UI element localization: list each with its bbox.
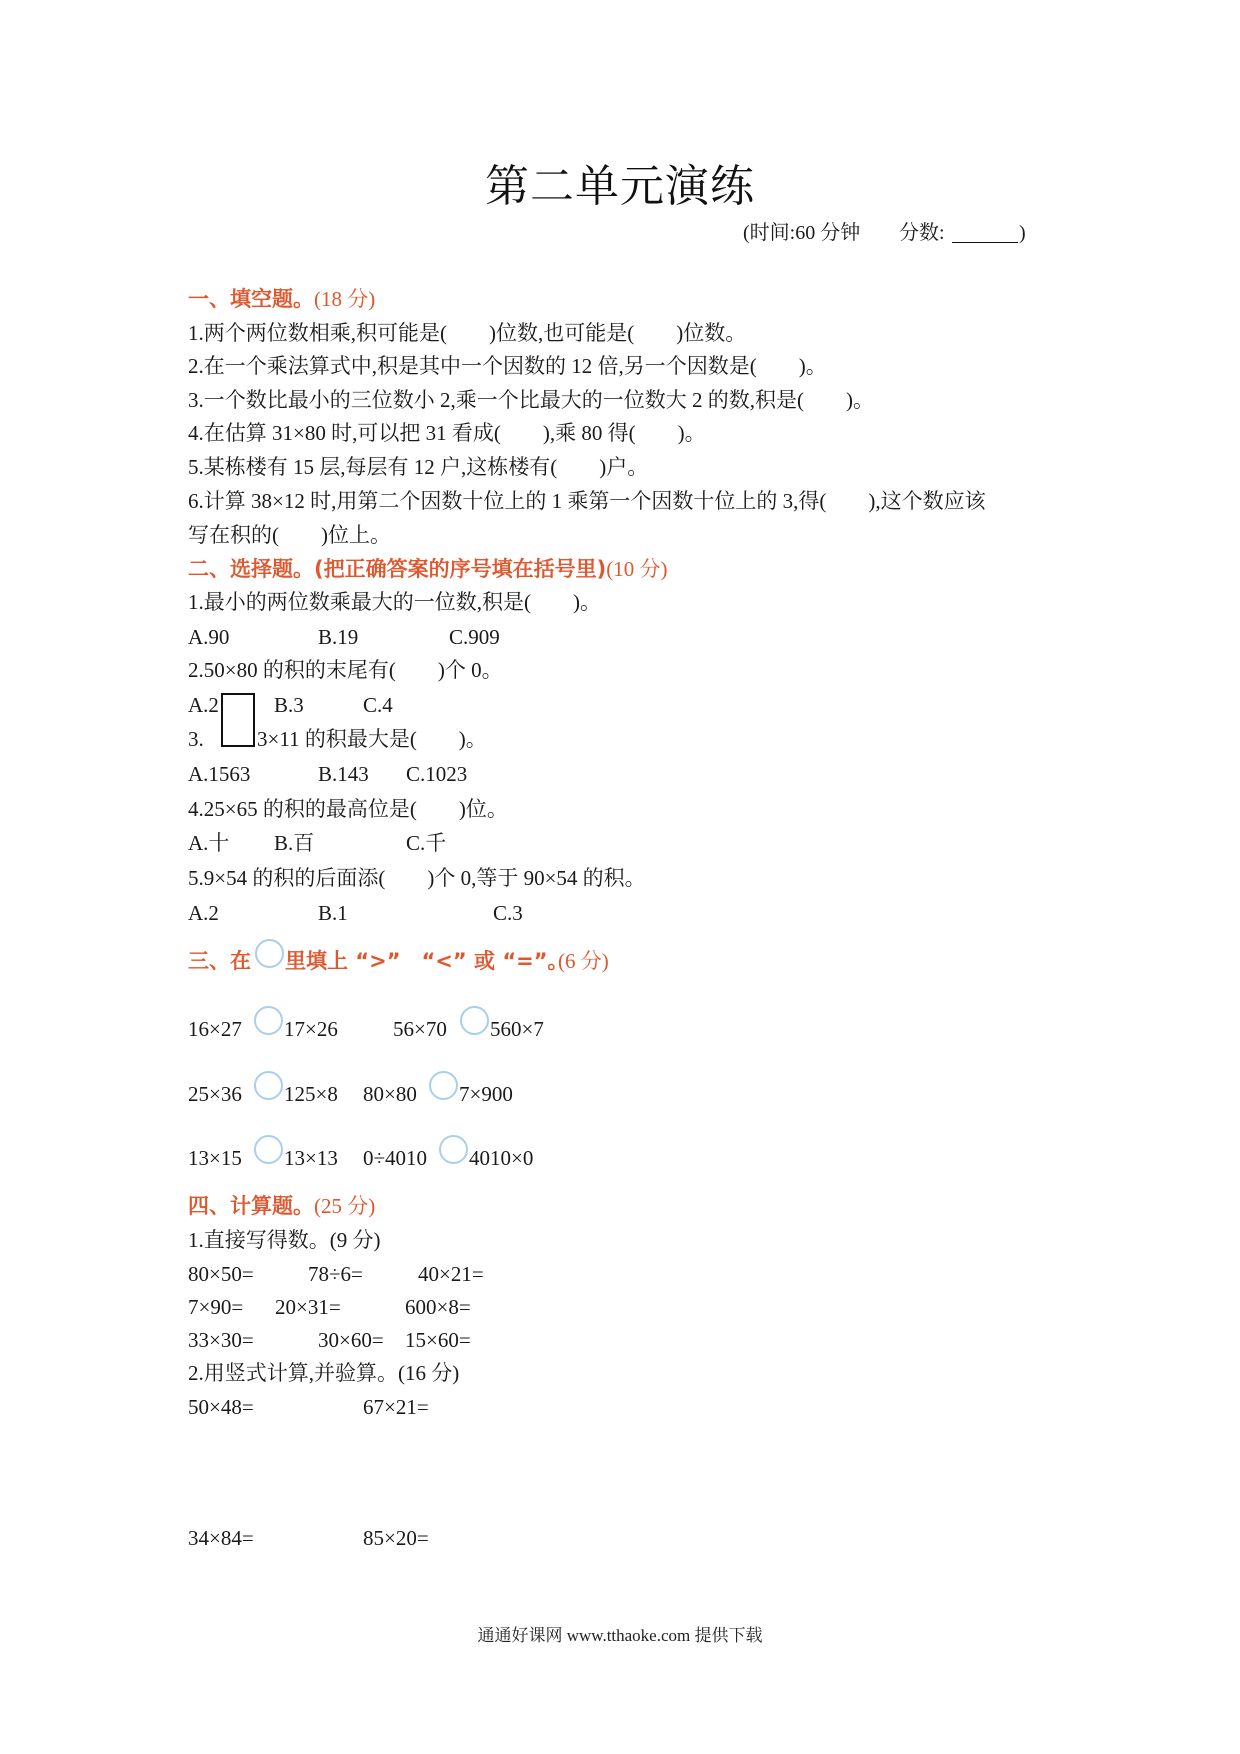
compare-circle-icon	[254, 1006, 283, 1035]
missing-digit-box	[221, 693, 255, 747]
compare-expression: 17×26	[284, 1017, 338, 1041]
page-footer: 通通好课网 www.tthaoke.com 提供下载	[477, 1626, 763, 1645]
fill-question-5: 5.某栋楼有 15 层,每层有 12 户,这栋楼有( )户。	[188, 455, 649, 479]
column-calc-item: 67×21=	[363, 1395, 429, 1419]
section-fill-blank-heading	[188, 284, 375, 314]
column-calc-item: 85×20=	[363, 1526, 429, 1550]
choice-option: B.143	[318, 762, 369, 786]
compare-expression: 80×80	[363, 1082, 417, 1106]
compare-expression: 0÷4010	[363, 1146, 428, 1170]
section-compare-heading-rest	[285, 946, 569, 976]
oral-calc-item: 80×50=	[188, 1262, 254, 1286]
fill-question-4: 4.在估算 31×80 时,可以把 31 看成( ),乘 80 得( )。	[188, 421, 706, 445]
choice-question-5: 5.9×54 的积的后面添( )个 0,等于 90×54 的积。	[188, 866, 646, 890]
choice-option: B.3	[274, 693, 304, 717]
choice-question-2: 2.50×80 的积的末尾有( )个 0。	[188, 658, 503, 682]
choice-option: B.19	[318, 625, 359, 649]
compare-expression: 56×70	[393, 1017, 447, 1041]
section-choice-heading	[188, 554, 667, 584]
compare-expression: 16×27	[188, 1017, 242, 1041]
choice-option: A.90	[188, 625, 230, 649]
fill-question-6-continued: 写在积的( )位上。	[188, 523, 391, 547]
meta-close-paren: )	[1019, 222, 1026, 244]
choice-option: C.3	[493, 901, 523, 925]
choice-option: B.百	[274, 831, 315, 855]
choice-question-4: 4.25×65 的积的最高位是( )位。	[188, 797, 508, 821]
compare-expression: 13×13	[284, 1146, 338, 1170]
time-limit: (时间:60 分钟	[743, 222, 861, 244]
choice-question-3-number: 3.	[188, 727, 204, 751]
page-title: 第二单元演练	[485, 161, 755, 212]
choice-option: B.1	[318, 901, 348, 925]
section-label-prefix: 三、在	[188, 949, 251, 973]
section-label: 二、选择题。(把正确答案的序号填在括号里)	[188, 557, 607, 581]
choice-option: C.909	[449, 625, 500, 649]
choice-option: A.十	[188, 831, 230, 855]
choice-option: C.千	[406, 831, 447, 855]
choice-question-3: 3×11 的积最大是( )。	[257, 727, 487, 751]
compare-expression: 560×7	[490, 1017, 544, 1041]
choice-option: A.2	[188, 901, 219, 925]
score-label: 分数:	[899, 222, 945, 244]
section-label-suffix: 里填上 “>” “<” 或 “=”。	[285, 949, 569, 973]
choice-question-1: 1.最小的两位数乘最大的一位数,积是( )。	[188, 590, 601, 614]
oral-calc-item: 33×30=	[188, 1328, 254, 1352]
section-points: (18 分)	[314, 287, 376, 311]
oral-calc-item: 78÷6=	[308, 1262, 363, 1286]
compare-circle-icon	[254, 1071, 283, 1100]
section-label: 一、填空题。	[188, 287, 314, 311]
column-calc-item: 50×48=	[188, 1395, 254, 1419]
section-label: 四、计算题。	[188, 1194, 314, 1218]
compare-circle-icon	[255, 939, 284, 968]
compare-expression: 7×900	[459, 1082, 513, 1106]
section-points: (25 分)	[314, 1194, 376, 1218]
compare-expression: 4010×0	[469, 1146, 534, 1170]
compare-expression: 13×15	[188, 1146, 242, 1170]
choice-option: A.2	[188, 693, 219, 717]
fill-question-6: 6.计算 38×12 时,用第二个因数十位上的 1 乘第一个因数十位上的 3,得( ),这个数应该	[188, 489, 986, 513]
oral-calc-item: 7×90=	[188, 1295, 244, 1319]
compare-expression: 25×36	[188, 1082, 242, 1106]
section-compare-heading	[188, 946, 251, 976]
oral-calc-item: 30×60=	[318, 1328, 384, 1352]
section-points: (6 分)	[558, 949, 609, 973]
calc-part-1-label: 1.直接写得数。(9 分)	[188, 1228, 381, 1252]
calc-part-2-label: 2.用竖式计算,并验算。(16 分)	[188, 1361, 460, 1385]
fill-question-2: 2.在一个乘法算式中,积是其中一个因数的 12 倍,另一个因数是( )。	[188, 354, 827, 378]
compare-expression: 125×8	[284, 1082, 338, 1106]
section-calc-heading	[188, 1191, 375, 1221]
section-points: (10 分)	[606, 557, 668, 581]
section-compare-points	[558, 946, 609, 976]
fill-question-1: 1.两个两位数相乘,积可能是( )位数,也可能是( )位数。	[188, 321, 747, 345]
compare-circle-icon	[254, 1135, 283, 1164]
score-blank	[952, 242, 1018, 243]
fill-question-3: 3.一个数比最小的三位数小 2,乘一个比最大的一位数大 2 的数,积是( )。	[188, 388, 874, 412]
compare-circle-icon	[460, 1006, 489, 1035]
choice-option: C.1023	[406, 762, 468, 786]
compare-circle-icon	[439, 1135, 468, 1164]
choice-option: C.4	[363, 693, 393, 717]
oral-calc-item: 15×60=	[405, 1328, 471, 1352]
oral-calc-item: 40×21=	[418, 1262, 484, 1286]
compare-circle-icon	[429, 1071, 458, 1100]
choice-option: A.1563	[188, 762, 251, 786]
oral-calc-item: 600×8=	[405, 1295, 471, 1319]
oral-calc-item: 20×31=	[275, 1295, 341, 1319]
column-calc-item: 34×84=	[188, 1526, 254, 1550]
